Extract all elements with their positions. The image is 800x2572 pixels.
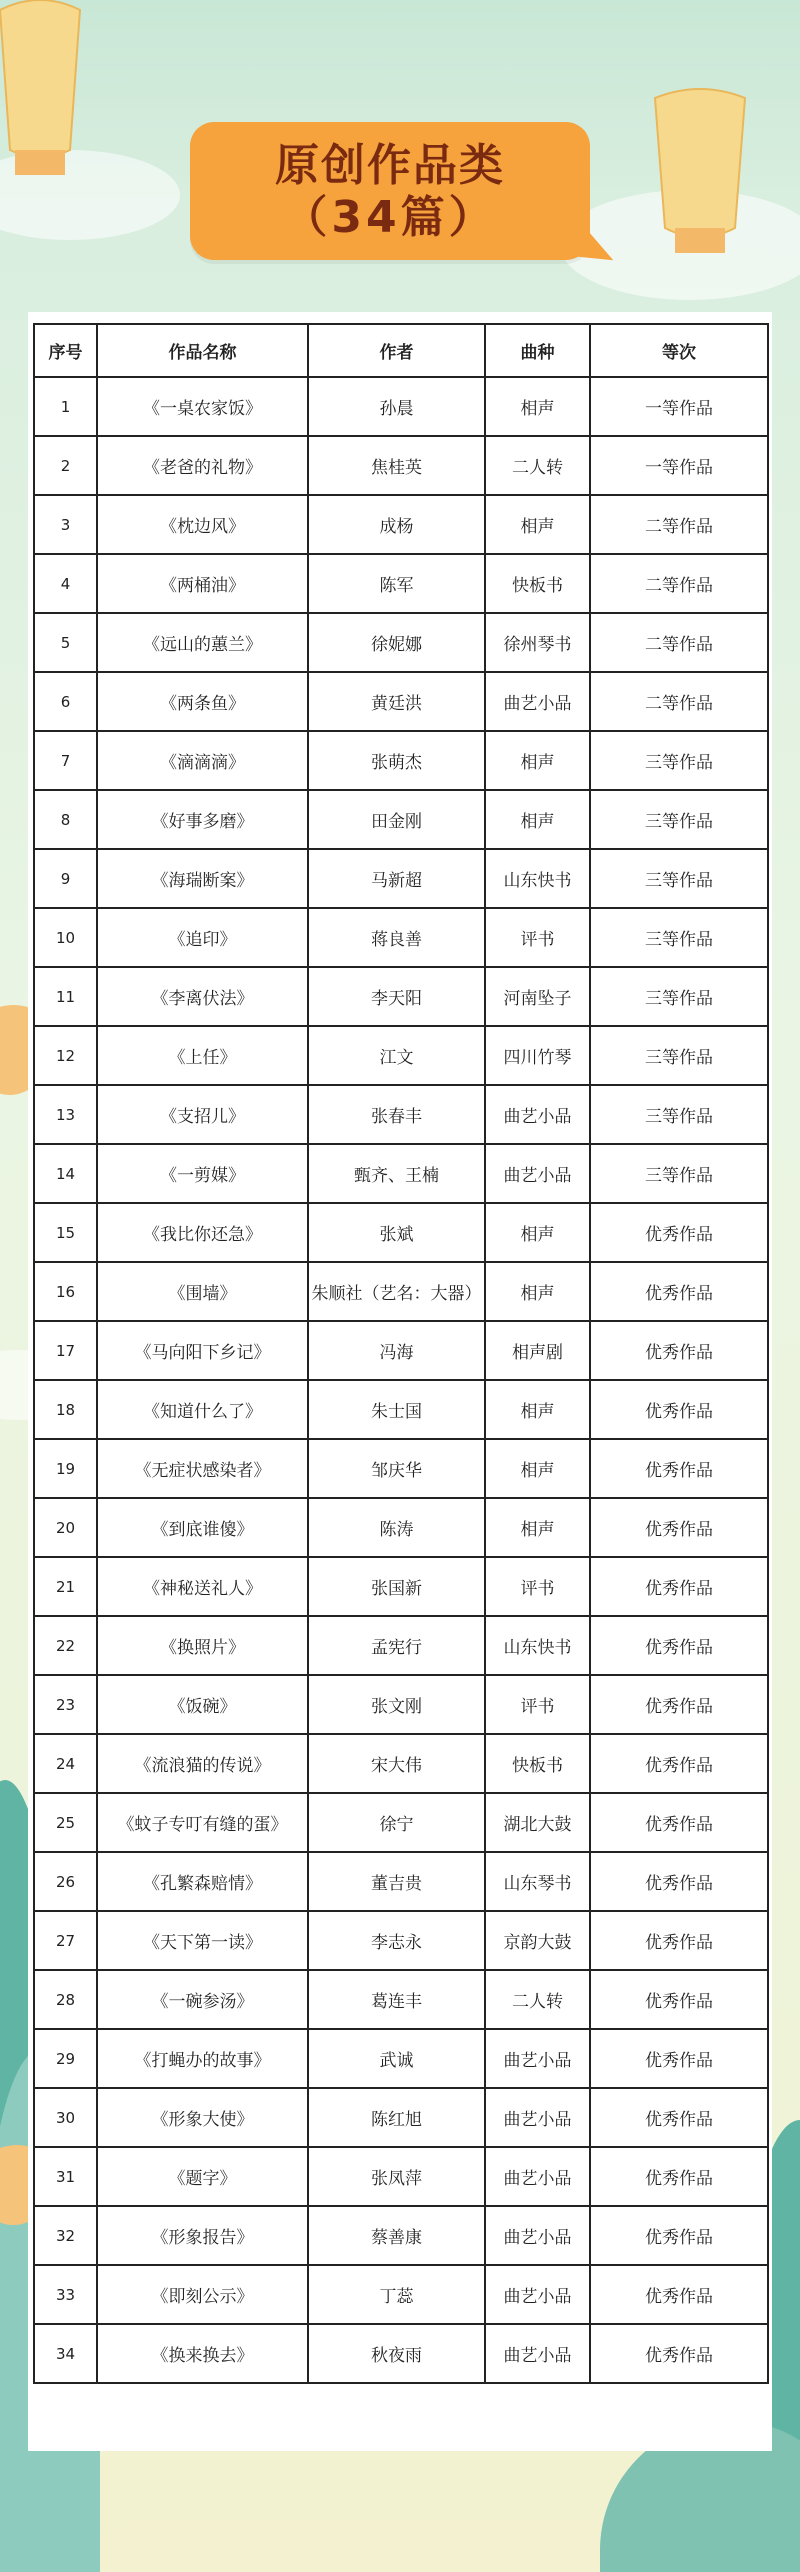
cell-rank: 一等作品 — [590, 436, 768, 495]
awards-table — [33, 323, 769, 2384]
cell-index: 12 — [34, 1026, 97, 1085]
banner-title: 原创作品类 — [275, 140, 505, 191]
cell-genre: 曲艺小品 — [485, 2088, 590, 2147]
cell-author: 张文刚 — [308, 1675, 485, 1734]
cell-title: 《换照片》 — [97, 1616, 308, 1675]
cell-title: 《滴滴滴》 — [97, 731, 308, 790]
cell-rank: 优秀作品 — [590, 2088, 768, 2147]
cell-author: 孙晨 — [308, 377, 485, 436]
cell-genre: 相声 — [485, 731, 590, 790]
cell-author: 黄廷洪 — [308, 672, 485, 731]
cell-title: 《神秘送礼人》 — [97, 1557, 308, 1616]
cell-title: 《一碗参汤》 — [97, 1970, 308, 2029]
cell-rank: 优秀作品 — [590, 1852, 768, 1911]
banner-count: （34篇） — [283, 192, 497, 243]
table-row — [34, 1734, 768, 1793]
cell-author: 朱顺社（艺名：大器） — [308, 1262, 485, 1321]
cell-title: 《形象报告》 — [97, 2206, 308, 2265]
cell-index: 27 — [34, 1911, 97, 1970]
cell-index: 10 — [34, 908, 97, 967]
cell-rank: 优秀作品 — [590, 2265, 768, 2324]
cell-genre: 曲艺小品 — [485, 1144, 590, 1203]
header-rank: 等次 — [590, 324, 768, 377]
cell-rank: 优秀作品 — [590, 1675, 768, 1734]
cell-index: 11 — [34, 967, 97, 1026]
table-row — [34, 554, 768, 613]
cell-index: 33 — [34, 2265, 97, 2324]
cell-index: 25 — [34, 1793, 97, 1852]
table-row — [34, 967, 768, 1026]
cell-genre: 评书 — [485, 1557, 590, 1616]
cell-title: 《饭碗》 — [97, 1675, 308, 1734]
category-banner — [190, 122, 590, 260]
cell-genre: 河南坠子 — [485, 967, 590, 1026]
cell-genre: 曲艺小品 — [485, 2029, 590, 2088]
cell-author: 朱士国 — [308, 1380, 485, 1439]
cell-rank: 三等作品 — [590, 1144, 768, 1203]
cell-title: 《即刻公示》 — [97, 2265, 308, 2324]
cell-rank: 三等作品 — [590, 790, 768, 849]
cell-author: 张春丰 — [308, 1085, 485, 1144]
table-row — [34, 1557, 768, 1616]
cell-author: 蒋良善 — [308, 908, 485, 967]
cell-genre: 快板书 — [485, 554, 590, 613]
table-row — [34, 2265, 768, 2324]
cell-index: 15 — [34, 1203, 97, 1262]
cell-title: 《形象大使》 — [97, 2088, 308, 2147]
cell-rank: 优秀作品 — [590, 1439, 768, 1498]
table-row — [34, 1026, 768, 1085]
cell-index: 34 — [34, 2324, 97, 2383]
cell-rank: 三等作品 — [590, 731, 768, 790]
cell-rank: 二等作品 — [590, 554, 768, 613]
cell-genre: 快板书 — [485, 1734, 590, 1793]
cell-author: 董吉贵 — [308, 1852, 485, 1911]
cell-rank: 三等作品 — [590, 908, 768, 967]
table-row — [34, 2206, 768, 2265]
cell-rank: 优秀作品 — [590, 1262, 768, 1321]
cell-genre: 相声 — [485, 377, 590, 436]
cell-genre: 四川竹琴 — [485, 1026, 590, 1085]
cell-genre: 相声 — [485, 1439, 590, 1498]
cell-rank: 一等作品 — [590, 377, 768, 436]
cell-genre: 徐州琴书 — [485, 613, 590, 672]
cell-index: 28 — [34, 1970, 97, 2029]
table-row — [34, 1085, 768, 1144]
cell-title: 《天下第一读》 — [97, 1911, 308, 1970]
cell-author: 甄齐、王楠 — [308, 1144, 485, 1203]
cell-index: 4 — [34, 554, 97, 613]
cell-index: 32 — [34, 2206, 97, 2265]
cell-index: 7 — [34, 731, 97, 790]
cell-rank: 优秀作品 — [590, 1321, 768, 1380]
cell-author: 秋夜雨 — [308, 2324, 485, 2383]
cell-title: 《老爸的礼物》 — [97, 436, 308, 495]
table-row — [34, 1498, 768, 1557]
cell-title: 《孔繁森赔情》 — [97, 1852, 308, 1911]
cell-index: 19 — [34, 1439, 97, 1498]
cell-author: 张斌 — [308, 1203, 485, 1262]
cell-rank: 三等作品 — [590, 849, 768, 908]
cell-title: 《追印》 — [97, 908, 308, 967]
cell-index: 23 — [34, 1675, 97, 1734]
cell-author: 陈涛 — [308, 1498, 485, 1557]
cell-rank: 优秀作品 — [590, 1380, 768, 1439]
cell-genre: 相声 — [485, 1498, 590, 1557]
cell-index: 31 — [34, 2147, 97, 2206]
cell-rank: 二等作品 — [590, 672, 768, 731]
cell-author: 徐妮娜 — [308, 613, 485, 672]
cell-author: 陈军 — [308, 554, 485, 613]
table-row — [34, 1616, 768, 1675]
header-index: 序号 — [34, 324, 97, 377]
table-row — [34, 849, 768, 908]
cell-author: 李天阳 — [308, 967, 485, 1026]
cell-index: 9 — [34, 849, 97, 908]
cell-index: 13 — [34, 1085, 97, 1144]
table-row — [34, 1911, 768, 1970]
cell-rank: 优秀作品 — [590, 2029, 768, 2088]
table-body — [34, 377, 768, 2383]
cell-genre: 二人转 — [485, 436, 590, 495]
cell-rank: 优秀作品 — [590, 2324, 768, 2383]
cell-genre: 山东快书 — [485, 849, 590, 908]
sky-lantern-icon — [0, 0, 90, 200]
cell-title: 《一桌农家饭》 — [97, 377, 308, 436]
cell-genre: 曲艺小品 — [485, 672, 590, 731]
cell-author: 武诚 — [308, 2029, 485, 2088]
cell-author: 葛连丰 — [308, 1970, 485, 2029]
cell-author: 丁蕊 — [308, 2265, 485, 2324]
cell-author: 宋大伟 — [308, 1734, 485, 1793]
cell-index: 2 — [34, 436, 97, 495]
cell-author: 邹庆华 — [308, 1439, 485, 1498]
table-row — [34, 1439, 768, 1498]
cell-genre: 二人转 — [485, 1970, 590, 2029]
table-row — [34, 1970, 768, 2029]
header-title: 作品名称 — [97, 324, 308, 377]
cell-author: 陈红旭 — [308, 2088, 485, 2147]
cell-index: 5 — [34, 613, 97, 672]
cell-genre: 评书 — [485, 908, 590, 967]
cell-title: 《一剪媒》 — [97, 1144, 308, 1203]
cell-title: 《流浪猫的传说》 — [97, 1734, 308, 1793]
cell-genre: 评书 — [485, 1675, 590, 1734]
cell-index: 26 — [34, 1852, 97, 1911]
table-header-row — [34, 324, 768, 377]
cell-index: 6 — [34, 672, 97, 731]
table-row — [34, 1203, 768, 1262]
cell-author: 张凤萍 — [308, 2147, 485, 2206]
cell-index: 1 — [34, 377, 97, 436]
cell-index: 22 — [34, 1616, 97, 1675]
cell-genre: 相声 — [485, 495, 590, 554]
cell-title: 《李离伏法》 — [97, 967, 308, 1026]
cell-title: 《支招儿》 — [97, 1085, 308, 1144]
cell-title: 《好事多磨》 — [97, 790, 308, 849]
cell-author: 江文 — [308, 1026, 485, 1085]
cell-author: 蔡善康 — [308, 2206, 485, 2265]
cell-index: 20 — [34, 1498, 97, 1557]
cell-genre: 曲艺小品 — [485, 2265, 590, 2324]
cell-rank: 二等作品 — [590, 495, 768, 554]
cell-title: 《知道什么了》 — [97, 1380, 308, 1439]
cell-rank: 优秀作品 — [590, 1970, 768, 2029]
cell-genre: 相声剧 — [485, 1321, 590, 1380]
cell-author: 张萌杰 — [308, 731, 485, 790]
cell-index: 17 — [34, 1321, 97, 1380]
cell-index: 16 — [34, 1262, 97, 1321]
cell-genre: 相声 — [485, 1203, 590, 1262]
table-row — [34, 377, 768, 436]
cell-index: 24 — [34, 1734, 97, 1793]
cell-rank: 优秀作品 — [590, 2206, 768, 2265]
table-row — [34, 1852, 768, 1911]
table-row — [34, 731, 768, 790]
cell-index: 8 — [34, 790, 97, 849]
cell-genre: 京韵大鼓 — [485, 1911, 590, 1970]
table-row — [34, 2088, 768, 2147]
cell-genre: 曲艺小品 — [485, 2206, 590, 2265]
cell-title: 《打蝇办的故事》 — [97, 2029, 308, 2088]
cell-author: 冯海 — [308, 1321, 485, 1380]
cell-title: 《上任》 — [97, 1026, 308, 1085]
cell-author: 徐宁 — [308, 1793, 485, 1852]
cell-title: 《无症状感染者》 — [97, 1439, 308, 1498]
cell-genre: 湖北大鼓 — [485, 1793, 590, 1852]
cell-author: 成杨 — [308, 495, 485, 554]
cell-author: 孟宪行 — [308, 1616, 485, 1675]
table-row — [34, 1675, 768, 1734]
cell-title: 《到底谁傻》 — [97, 1498, 308, 1557]
cell-genre: 曲艺小品 — [485, 1085, 590, 1144]
header-genre: 曲种 — [485, 324, 590, 377]
table-row — [34, 613, 768, 672]
table-row — [34, 1793, 768, 1852]
table-row — [34, 1144, 768, 1203]
table-row — [34, 790, 768, 849]
cell-title: 《海瑞断案》 — [97, 849, 308, 908]
table-row — [34, 672, 768, 731]
cell-title: 《两桶油》 — [97, 554, 308, 613]
table-row — [34, 2147, 768, 2206]
table-row — [34, 1321, 768, 1380]
cell-genre: 山东快书 — [485, 1616, 590, 1675]
cell-rank: 优秀作品 — [590, 1911, 768, 1970]
cell-index: 30 — [34, 2088, 97, 2147]
cell-author: 田金刚 — [308, 790, 485, 849]
cell-author: 李志永 — [308, 1911, 485, 1970]
table-row — [34, 908, 768, 967]
cell-rank: 优秀作品 — [590, 2147, 768, 2206]
cell-author: 张国新 — [308, 1557, 485, 1616]
cell-index: 29 — [34, 2029, 97, 2088]
cell-title: 《两条鱼》 — [97, 672, 308, 731]
sky-lantern-icon — [640, 88, 760, 268]
cell-title: 《枕边风》 — [97, 495, 308, 554]
cell-rank: 优秀作品 — [590, 1734, 768, 1793]
cell-rank: 三等作品 — [590, 1085, 768, 1144]
table-row — [34, 2029, 768, 2088]
cell-genre: 曲艺小品 — [485, 2324, 590, 2383]
cell-rank: 优秀作品 — [590, 1498, 768, 1557]
cell-genre: 相声 — [485, 790, 590, 849]
cell-index: 3 — [34, 495, 97, 554]
cell-rank: 优秀作品 — [590, 1616, 768, 1675]
cell-title: 《题字》 — [97, 2147, 308, 2206]
cell-index: 21 — [34, 1557, 97, 1616]
cell-rank: 优秀作品 — [590, 1203, 768, 1262]
cell-title: 《远山的蕙兰》 — [97, 613, 308, 672]
cell-title: 《我比你还急》 — [97, 1203, 308, 1262]
cell-author: 马新超 — [308, 849, 485, 908]
cell-index: 18 — [34, 1380, 97, 1439]
cell-genre: 曲艺小品 — [485, 2147, 590, 2206]
cell-title: 《马向阳下乡记》 — [97, 1321, 308, 1380]
cell-title: 《围墙》 — [97, 1262, 308, 1321]
cell-genre: 相声 — [485, 1380, 590, 1439]
cell-author: 焦桂英 — [308, 436, 485, 495]
cell-rank: 二等作品 — [590, 613, 768, 672]
table-row — [34, 495, 768, 554]
cell-rank: 优秀作品 — [590, 1793, 768, 1852]
cell-genre: 相声 — [485, 1262, 590, 1321]
cell-rank: 三等作品 — [590, 967, 768, 1026]
cell-rank: 三等作品 — [590, 1026, 768, 1085]
table-row — [34, 1262, 768, 1321]
table-row — [34, 2324, 768, 2383]
cell-genre: 山东琴书 — [485, 1852, 590, 1911]
cell-index: 14 — [34, 1144, 97, 1203]
header-author: 作者 — [308, 324, 485, 377]
cell-title: 《换来换去》 — [97, 2324, 308, 2383]
table-row — [34, 436, 768, 495]
table-row — [34, 1380, 768, 1439]
cell-rank: 优秀作品 — [590, 1557, 768, 1616]
cell-title: 《蚊子专叮有缝的蛋》 — [97, 1793, 308, 1852]
